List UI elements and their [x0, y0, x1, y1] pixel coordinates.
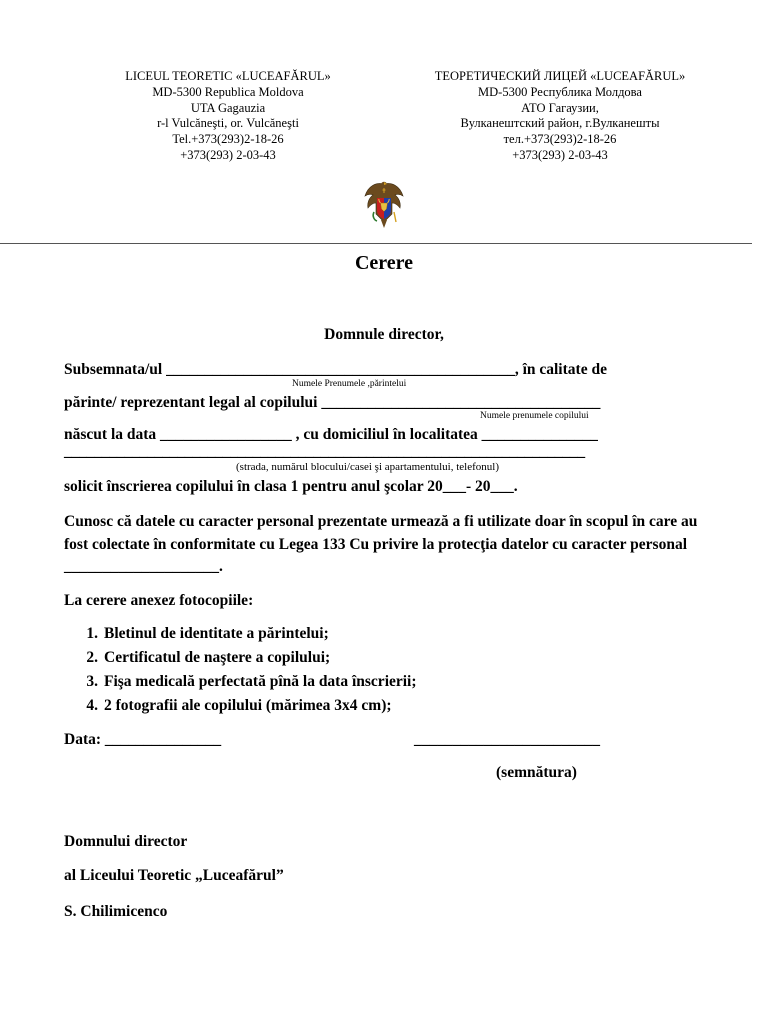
header-right-line: MD-5300 Республика Молдова — [478, 84, 642, 99]
header-right-russian — [400, 69, 720, 164]
header-right-line: тел.+373(293)2-18-26 — [503, 132, 617, 147]
form-line-child: părinte/ reprezentant legal al copilului ____________________________________ — [64, 394, 601, 411]
signature-line: ________________________ — [414, 731, 600, 748]
addressee-line-1: Domnului director — [64, 833, 188, 850]
salutation: Domnule director, — [324, 326, 444, 343]
header-left-line: UTA Gagauzia — [190, 100, 266, 115]
annex-intro: La cerere anexez fotocopiile: — [64, 592, 254, 609]
annex-item-text: 2 fotografii ale copilului (mărimea 3x4 cm); — [104, 697, 392, 714]
hint-address: (strada, numărul blocului/casei şi apartamentului, telefonul) — [236, 461, 499, 473]
consent-paragraph: Cunosc că datele cu caracter personal prezentate urmează a fi utilizate doar în scopul în care au fost colectate în conformitate cu Legea 133 Cu privire la protecţia datelor cu caracter personal ____________________. — [64, 513, 698, 575]
annex-list — [64, 625, 417, 721]
annex-item-text: Bletinul de identitate a părintelui; — [104, 625, 329, 642]
header-right-line: ТЕОРЕТИЧЕСКИЙ ЛИЦЕЙ «LUCEAFĂRUL» — [434, 69, 686, 83]
coat-of-arms-icon — [362, 176, 406, 230]
form-line-request: solicit înscrierea copilului în clasa 1 pentru anul şcolar 20___- 20___. — [64, 478, 518, 495]
addressee-line-3: S. Chilimicenco — [64, 903, 168, 920]
header-left-line: +373(293) 2-03-43 — [180, 147, 276, 162]
annex-item-text: Fişa medicală perfectată pînă la data înscrierii; — [104, 673, 417, 690]
list-item: 4. 2 fotografii ale copilului (mărimea 3x4 cm); — [86, 697, 392, 714]
list-item: 3. Fişa medicală perfectată pînă la data înscrierii; — [86, 673, 417, 690]
hint-child-name: Numele prenumele copilului — [480, 411, 589, 421]
signature-label: (semnătura) — [496, 764, 577, 781]
list-item: 1. Bletinul de identitate a părintelui; — [86, 625, 329, 642]
form-line-applicant: Subsemnata/ul _____________________________________________, în calitate de — [64, 361, 607, 378]
addressee-line-2: al Liceului Teoretic „Luceafărul” — [64, 867, 284, 884]
date-field: Data: _______________ — [64, 731, 222, 748]
header-right-line: Вулканештский район, г.Вулканешты — [460, 116, 660, 131]
header-left-line: MD-5300 Republica Moldova — [152, 84, 304, 99]
header-separator — [0, 243, 752, 244]
header-right-line: АТО Гагаузии, — [521, 100, 599, 115]
header-left-romanian — [68, 69, 388, 164]
document-title: Cerere — [354, 252, 414, 274]
annex-item-text: Certificatul de naştere a copilului; — [104, 649, 331, 666]
form-line-birth-address: născut la data _________________ , cu domiciliul în localitatea _______________ — [64, 426, 598, 443]
form-line-address-blank: _____________________________________________________________________ — [64, 443, 585, 460]
header-left-line: Tel.+373(293)2-18-26 — [172, 132, 284, 147]
header-left-line: LICEUL TEORETIC «LUCEAFĂRUL» — [125, 69, 331, 83]
header-right-line: +373(293) 2-03-43 — [512, 147, 608, 162]
header-left-line: r-l Vulcăneşti, or. Vulcăneşti — [157, 116, 299, 131]
list-item: 2. Certificatul de naştere a copilului; — [86, 649, 331, 666]
hint-parent-name: Numele Prenumele ,părintelui — [292, 379, 407, 389]
